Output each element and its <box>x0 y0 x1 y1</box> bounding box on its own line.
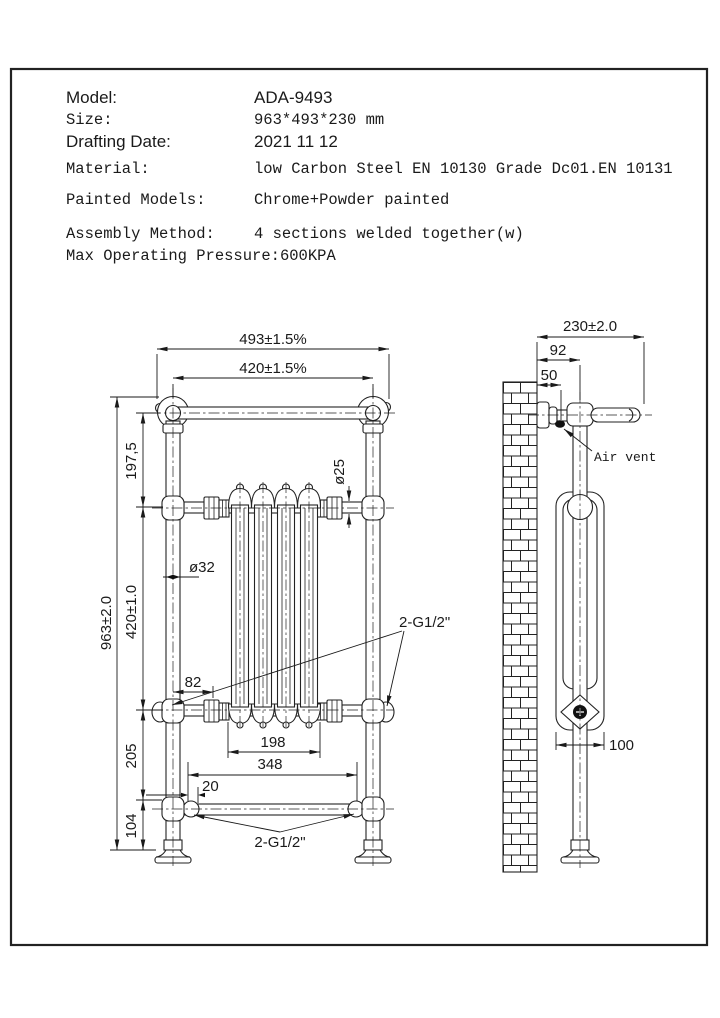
dim-width-inner: 420±1.5% <box>239 360 307 377</box>
dim-body: 100 <box>609 737 635 754</box>
spec-value: 2021 11 12 <box>254 132 338 151</box>
spec-value: ADA-9493 <box>254 88 333 107</box>
dim-center-span: 420±1.0 <box>123 584 140 640</box>
spec-label: Material: <box>66 160 150 178</box>
dim-conn-offset: 20 <box>202 778 219 795</box>
spec-row-painted <box>66 191 449 209</box>
dim-depth: 230±2.0 <box>562 318 618 335</box>
mid-connection-label: 2-G1/2" <box>399 614 451 631</box>
side-view <box>503 318 656 872</box>
air-vent <box>555 420 565 428</box>
spec-value: 4 sections welded together(w) <box>254 225 524 243</box>
spec-label: Drafting Date: <box>66 132 171 151</box>
bottom-connection-label: 2-G1/2" <box>254 834 306 851</box>
centerlines-front <box>150 388 396 866</box>
spec-label: Max Operating Pressure: <box>66 247 280 265</box>
dim-offset: 82 <box>184 674 202 691</box>
spec-label: Model: <box>66 88 118 107</box>
spec-label: Painted Models: <box>66 191 206 209</box>
dim-pipe-top: ø25 <box>331 459 348 485</box>
spec-block <box>0 0 720 300</box>
dim-rad-width: 198 <box>260 734 286 751</box>
spec-value: 963*493*230 mm <box>254 111 385 129</box>
dim-width-overall: 493±1.5% <box>239 331 307 348</box>
dim-top-drop: 197,5 <box>123 442 140 480</box>
dim-lower-span: 205 <box>123 743 140 769</box>
spec-row-size <box>66 111 384 129</box>
dim-vent: 50 <box>540 367 558 384</box>
dim-height-overall: 963±2.0 <box>98 595 115 651</box>
front-view <box>98 331 450 866</box>
spec-row-assembly <box>66 225 524 243</box>
spec-row-model <box>66 88 332 108</box>
dim-pipe-leg: ø32 <box>189 559 215 576</box>
radiator-sections <box>229 484 321 728</box>
air-vent-label: Air vent <box>594 450 657 465</box>
spec-value: low Carbon Steel EN 10130 Grade Dc01.EN 10131 <box>254 160 673 178</box>
dim-foot: 104 <box>123 813 140 839</box>
dim-conn-span: 348 <box>257 756 283 773</box>
spec-label: Size: <box>66 111 113 129</box>
spec-row-pressure <box>66 247 336 265</box>
spec-row-material <box>66 160 673 178</box>
spec-value: Chrome+Powder painted <box>254 191 450 209</box>
spec-value: 600KPA <box>279 247 336 265</box>
dim-bracket: 92 <box>549 342 567 359</box>
spec-label: Assembly Method: <box>66 225 215 243</box>
wall <box>503 382 537 872</box>
spec-row-date <box>66 132 338 152</box>
